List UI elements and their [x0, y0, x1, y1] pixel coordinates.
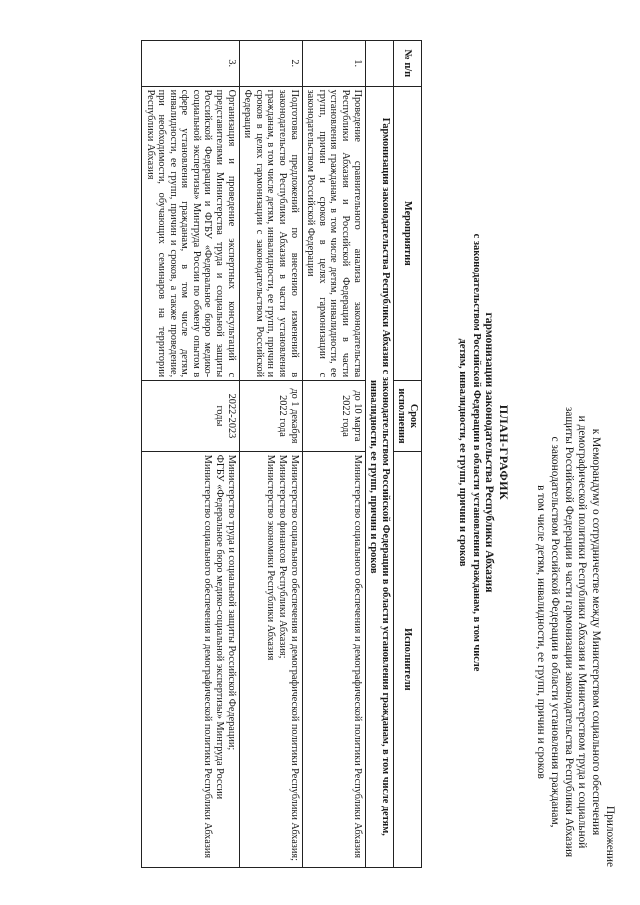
row-executors	[239, 451, 302, 867]
executor: ФГБУ «Федеральное бюро медико-социальной экспертизы» Минтруда России	[214, 454, 226, 800]
row-term: 2022-2023 годы	[141, 381, 239, 452]
plan-subtitle: с законодательством Российской Федерации в области установления гражданам, в том числе	[471, 233, 482, 672]
appendix-line: к Меморандуму о сотрудничестве между Министерством социального обеспечения	[590, 428, 603, 836]
row-term: до 1 декабря 2022 года	[239, 381, 302, 452]
table-row	[239, 41, 302, 868]
table-row	[302, 41, 365, 868]
executor: Министерство труда и социальной защиты Российской Федерации;	[225, 454, 237, 751]
appendix-title: Приложение	[604, 805, 616, 867]
row-activity: Организация и проведение экспертных консультаций с представителями Министерства труда и социальной защиты Российской Федерации и ФГБУ «Федеральное бюро медико-социальной экспертизы» Минтруда России по обмену опытом в сфере установления гражданам, в том числе детям, инвалидности, ее групп, причин и сроков, а также проведение, при необходимости, обучающих семинаров на территории Республики Абхазия	[141, 86, 239, 381]
plan-subtitle: гармонизации законодательства Республики Абхазия	[483, 312, 497, 593]
executor: Министерство социального обеспечения и демографической политики Республики Абхазия	[202, 454, 214, 859]
row-activity: Подготовка предложений по внесению изменений в законодательство Республики Абхазия в части установления гражданам, в том числе детям, инвалидности, ее групп, причин и сроков в целях гармонизации с законодательством Российской Федерации	[239, 86, 302, 381]
executor: Министерство социального обеспечения и демографической политики Республики Абхазия	[351, 454, 363, 859]
section-row	[365, 41, 393, 868]
executor: Министерство социального обеспечения и демографической политики Республики Абхазия;	[288, 454, 300, 861]
executor: Министерство экономики Республики Абхазия	[265, 454, 277, 661]
appendix-line: и демографической политики Республики Абхазия и Министерством труда и социальной	[576, 415, 589, 849]
section-spacer	[365, 41, 393, 87]
plan-title-block	[456, 0, 510, 905]
appendix-line: защиты Российской Федерации в части гармонизации законодательства Республики Абхазия	[562, 406, 575, 858]
row-num: 2.	[239, 41, 302, 87]
section-title: Гармонизация законодательства Республики Абхазия с законодательством Российской Федерации в области установления гражданам, в том числе детям, инвалидности, ее групп, причин и сроков	[365, 86, 393, 867]
schedule-table	[141, 40, 422, 868]
plan-heading: ПЛАН-ГРАФИК	[497, 404, 511, 501]
header-num: № п/п	[393, 41, 421, 87]
row-term: до 10 марта 2022 года	[302, 381, 365, 452]
row-activity: Проведение сравнительного анализа законодательства Республики Абхазия и Российской Федерации в части установления гражданам, в том числе детям, инвалидности, ее групп, причин и сроков в целях гармонизации с законодательством Российской Федерации	[302, 86, 365, 381]
header-activity: Мероприятия	[393, 86, 421, 381]
appendix-line: с законодательством Российской Федерации в области установления гражданам,	[548, 436, 561, 828]
row-executors	[302, 451, 365, 867]
row-num: 1.	[302, 41, 365, 87]
appendix-line: в том числе детям, инвалидности, ее групп, причин и сроков	[535, 485, 548, 779]
header-term: Срок исполнения	[393, 381, 421, 452]
row-num: 3.	[141, 41, 239, 87]
row-executors	[141, 451, 239, 867]
header-executors: Исполнители	[393, 451, 421, 867]
plan-subtitle: детям, инвалидности, ее групп, причин и сроков	[457, 338, 469, 567]
table-header-row	[393, 41, 421, 868]
table-row	[141, 41, 239, 868]
executor: Министерство финансов Республики Абхазия;	[277, 454, 289, 659]
appendix-block	[533, 397, 616, 867]
